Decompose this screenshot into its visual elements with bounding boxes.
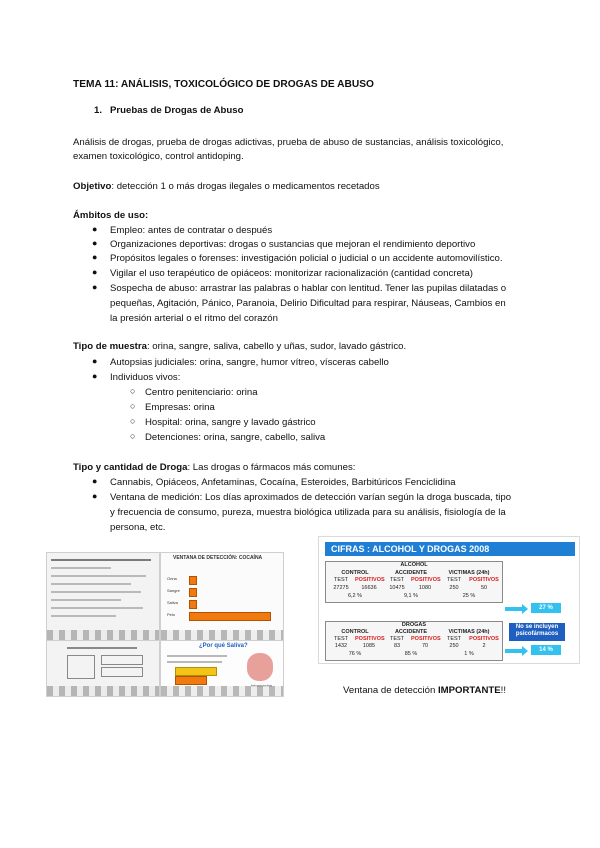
alcohol-group: CONTROL bbox=[341, 570, 369, 576]
muestra-sub-item: Detenciones: orina, sangre, cabello, saliva bbox=[145, 432, 326, 443]
bullet-icon: ● bbox=[92, 371, 98, 381]
muestra-sub-item: Empresas: orina bbox=[145, 402, 215, 413]
cocaina-row-label: Sangre bbox=[167, 588, 180, 593]
alcohol-col: POSITIVOS bbox=[411, 577, 441, 583]
section-number: 1. bbox=[94, 105, 103, 116]
cocaina-row-label: Saliva bbox=[167, 600, 178, 605]
cocaina-row-label: Orina bbox=[167, 576, 177, 581]
psicofarmacos-note: No se incluyen psicofármacos bbox=[509, 623, 565, 641]
alcohol-col: TEST bbox=[333, 577, 349, 583]
cocaina-bar bbox=[189, 612, 271, 621]
alcohol-col: POSITIVOS bbox=[469, 577, 499, 583]
cifras-slide bbox=[318, 536, 580, 664]
bullet-icon: ● bbox=[92, 491, 98, 501]
drogas-value: 1432 bbox=[334, 643, 348, 649]
alcohol-percent: 9,1 % bbox=[403, 593, 419, 599]
alcohol-value: 16636 bbox=[361, 585, 377, 591]
muestra-sub-item: Centro penitenciario: orina bbox=[145, 387, 258, 398]
bullet-icon: ● bbox=[92, 224, 98, 234]
alcohol-percent: 25 % bbox=[462, 593, 476, 599]
drogas-value: 70 bbox=[421, 643, 429, 649]
drogas-percent: 76 % bbox=[348, 651, 362, 657]
ambitos-item: Empleo: antes de contratar o después bbox=[110, 225, 273, 236]
alcohol-col: POSITIVOS bbox=[355, 577, 385, 583]
alcohol-value: 27275 bbox=[333, 585, 349, 591]
drogas-percent: 1 % bbox=[464, 651, 474, 657]
sospecha-line-2: pequeñas, Agitación, Pánico, Paranoia, Delirio Dificultad para respirar, Náuseas, Cambios en bbox=[110, 298, 506, 309]
alcohol-value: 10475 bbox=[389, 585, 405, 591]
alcohol-group: ACCIDENTE bbox=[394, 570, 428, 576]
caption-end: !! bbox=[500, 685, 507, 696]
drogas-result: 14 % bbox=[531, 645, 561, 655]
muestra-text: : orina, sangre, saliva, cabello y uñas, sudor, lavado gástrico. bbox=[146, 341, 407, 352]
alcohol-result: 27 % bbox=[531, 603, 561, 613]
objetivo-text: : detección 1 o más drogas ilegales o medicamentos recetados bbox=[111, 181, 380, 192]
ventana-line-2: y frecuencia de consumo, pureza, muestra biológica utilizada para su análisis, fisiología de la bbox=[110, 507, 506, 518]
slide-thumbnail-saliva bbox=[160, 640, 284, 697]
slide-thumbnail-cocaina bbox=[160, 552, 284, 641]
slide-thumbnail-table bbox=[46, 552, 160, 641]
drogas-col: TEST bbox=[446, 636, 462, 642]
bullet-icon: ● bbox=[92, 267, 98, 277]
drogas-col: TEST bbox=[389, 636, 405, 642]
bullet-icon: ● bbox=[92, 238, 98, 248]
droga-item: Cannabis, Opiáceos, Anfetaminas, Cocaína, Esteroides, Barbitúricos Fenciclidina bbox=[110, 477, 456, 488]
drogas-value: 2 bbox=[482, 643, 486, 649]
drogas-percent: 85 % bbox=[404, 651, 418, 657]
section-heading: Pruebas de Drogas de Abuso bbox=[110, 105, 244, 116]
drogas-value: 250 bbox=[449, 643, 459, 649]
sospecha-line-1: Sospecha de abuso: arrastrar las palabras o hablar con lentitud. Tener las pupilas dilatadas o bbox=[110, 283, 507, 294]
image-caption bbox=[343, 684, 506, 697]
intro-line-1: Análisis de drogas, prueba de drogas adictivas, prueba de abuso de sustancias, análisis toxicológico, bbox=[73, 137, 504, 148]
alcohol-heading: ALCOHOL bbox=[400, 562, 428, 568]
drogas-group: ACCIDENTE bbox=[394, 629, 428, 635]
muestra-paragraph bbox=[73, 340, 406, 353]
ambitos-heading: Ámbitos de uso: bbox=[73, 210, 149, 221]
muestra-item: Autopsias judiciales: orina, sangre, humor vítreo, vísceras cabello bbox=[110, 357, 389, 368]
drogas-col: POSITIVOS bbox=[469, 636, 499, 642]
alcohol-group: VICTIMAS (24h) bbox=[448, 570, 490, 576]
circle-bullet-icon: ○ bbox=[130, 416, 136, 426]
cocaina-row-label: Pelo bbox=[167, 612, 176, 617]
alcohol-value: 1080 bbox=[418, 585, 432, 591]
cocaina-bar bbox=[189, 588, 197, 597]
drogas-value: 1085 bbox=[362, 643, 376, 649]
slide-thumbnail-diagram bbox=[46, 640, 160, 697]
droga-paragraph bbox=[73, 461, 355, 474]
muestra-item: Individuos vivos: bbox=[110, 372, 181, 383]
droga-text: : Las drogas o fármacos más comunes: bbox=[187, 462, 356, 473]
ambitos-item: Organizaciones deportivas: drogas o sustancias que mejoran el rendimiento deportivo bbox=[110, 239, 476, 250]
ventana-line-1: Ventana de medición: Los días aproximados de detección varían según la droga buscada, tipo bbox=[110, 492, 512, 503]
circle-bullet-icon: ○ bbox=[130, 386, 136, 396]
circle-bullet-icon: ○ bbox=[130, 431, 136, 441]
intro-line-2: examen toxicológico, control antidoping. bbox=[73, 151, 244, 162]
cifras-title: CIFRAS : ALCOHOL Y DROGAS 2008 bbox=[325, 542, 575, 556]
saliva-title: ¿Por qué Saliva? bbox=[199, 643, 248, 649]
muestra-sub-item: Hospital: orina, sangre y lavado gástrico bbox=[145, 417, 316, 428]
ambitos-item: Propósitos legales o forenses: investigación policial o judicial o un accidente automovilístico. bbox=[110, 253, 503, 264]
drogas-group: CONTROL bbox=[341, 629, 369, 635]
arrow-right-icon bbox=[505, 649, 523, 653]
objetivo-paragraph bbox=[73, 180, 380, 193]
cocaina-bar bbox=[189, 576, 197, 585]
bullet-icon: ● bbox=[92, 476, 98, 486]
alcohol-value: 50 bbox=[480, 585, 488, 591]
drogas-value: 83 bbox=[393, 643, 401, 649]
drogas-col: POSITIVOS bbox=[355, 636, 385, 642]
objetivo-label: Objetivo bbox=[73, 181, 112, 192]
cocaina-bar bbox=[189, 600, 197, 609]
droga-label: Tipo y cantidad de Droga bbox=[73, 462, 188, 473]
ambitos-item: Vigilar el uso terapéutico de opiáceos: monitorizar racionalización (cantidad concreta) bbox=[110, 268, 473, 279]
alcohol-percent: 6,2 % bbox=[347, 593, 363, 599]
alcohol-value: 250 bbox=[449, 585, 459, 591]
bullet-icon: ● bbox=[92, 252, 98, 262]
alcohol-col: TEST bbox=[389, 577, 405, 583]
document-title: TEMA 11: ANÁLISIS, TOXICOLÓGICO DE DROGAS DE ABUSO bbox=[73, 79, 374, 90]
caption-text: Ventana de detección bbox=[343, 685, 438, 696]
drogas-col: TEST bbox=[333, 636, 349, 642]
muestra-label: Tipo de muestra bbox=[73, 341, 147, 352]
circle-bullet-icon: ○ bbox=[130, 401, 136, 411]
mouth-photo-icon bbox=[247, 653, 273, 681]
drogas-group: VICTIMAS (24h) bbox=[448, 629, 490, 635]
drogas-heading: DROGAS bbox=[401, 622, 427, 628]
drogas-col: POSITIVOS bbox=[411, 636, 441, 642]
bullet-icon: ● bbox=[92, 356, 98, 366]
bullet-icon: ● bbox=[92, 282, 98, 292]
alcohol-col: TEST bbox=[446, 577, 462, 583]
ventana-line-3: persona, etc. bbox=[110, 522, 166, 533]
sospecha-line-3: la presión arterial o el ritmo del corazón bbox=[110, 313, 278, 324]
cocaina-title: VENTANA DE DETECCIÓN: COCAÍNA bbox=[173, 555, 263, 561]
arrow-right-icon bbox=[505, 607, 523, 611]
caption-bold: IMPORTANTE bbox=[437, 685, 501, 696]
